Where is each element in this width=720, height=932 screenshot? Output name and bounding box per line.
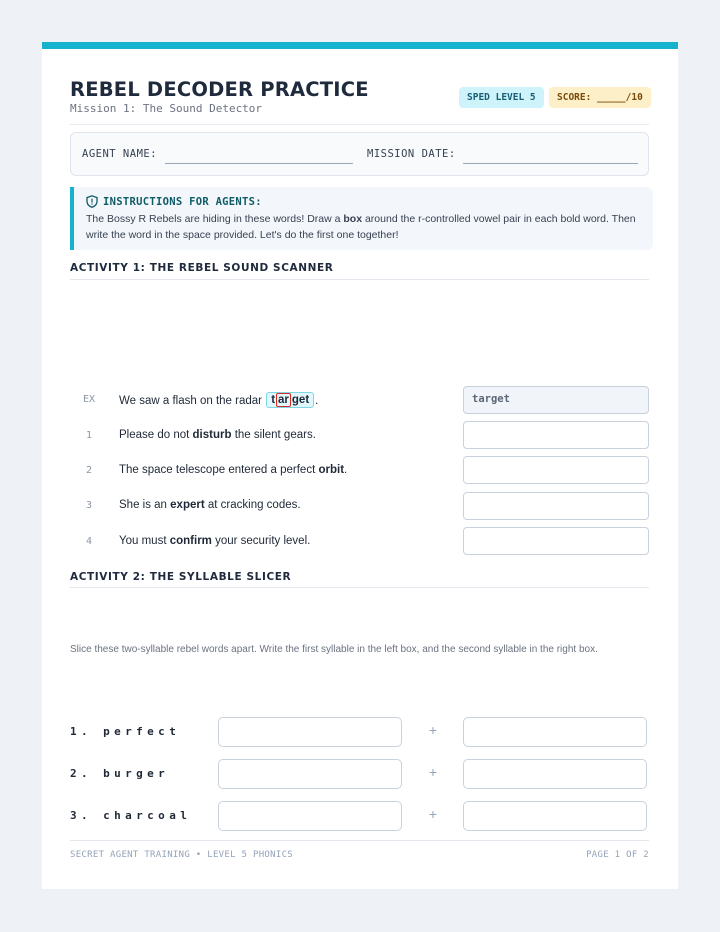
target-word: orbit bbox=[318, 464, 345, 476]
slicer-word: 2. burger bbox=[70, 767, 170, 780]
second-syllable-input[interactable] bbox=[463, 759, 647, 789]
row-sentence: She is an expert at cracking codes. bbox=[119, 499, 301, 511]
activity1-title: ACTIVITY 1: THE REBEL SOUND SCANNER bbox=[70, 262, 334, 274]
row-number: 2 bbox=[85, 465, 93, 476]
example-word: t ar get bbox=[266, 392, 314, 408]
target-word: expert bbox=[170, 499, 205, 511]
header-divider bbox=[70, 124, 649, 125]
plus-sign: + bbox=[428, 764, 438, 780]
agent-name-label: AGENT NAME: bbox=[82, 148, 158, 160]
activity2-title: ACTIVITY 2: THE SYLLABLE SLICER bbox=[70, 571, 292, 583]
first-syllable-input[interactable] bbox=[218, 717, 402, 747]
target-word: disturb bbox=[192, 429, 232, 441]
plus-sign: + bbox=[428, 806, 438, 822]
row-sentence: Please do not disturb the silent gears. bbox=[119, 429, 316, 441]
activity2-instructions: Slice these two-syllable rebel words apart. Write the first syllable in the left box, and the second syllable in the right box. bbox=[70, 644, 598, 655]
accent-bar bbox=[42, 42, 678, 49]
worksheet-page bbox=[42, 42, 678, 889]
shield-alert-icon bbox=[86, 195, 98, 208]
instructions-panel bbox=[70, 187, 653, 250]
mission-date-label: MISSION DATE: bbox=[367, 148, 456, 160]
example-sentence: We saw a flash on the radar t ar get . bbox=[119, 394, 319, 407]
plus-sign: + bbox=[428, 722, 438, 738]
agent-name-field[interactable] bbox=[165, 163, 353, 164]
example-answer-box bbox=[463, 386, 649, 414]
second-syllable-input[interactable] bbox=[463, 801, 647, 831]
page-number: PAGE 1 OF 2 bbox=[586, 850, 649, 860]
example-vowel-box: ar bbox=[278, 394, 289, 406]
example-answer-text: target bbox=[472, 393, 510, 405]
activity1-rule bbox=[70, 279, 649, 280]
instructions-heading-text: INSTRUCTIONS FOR AGENTS: bbox=[103, 196, 262, 208]
row-sentence: You must confirm your security level. bbox=[119, 535, 311, 547]
answer-input[interactable] bbox=[463, 456, 649, 484]
second-syllable-input[interactable] bbox=[463, 717, 647, 747]
example-number: EX bbox=[82, 394, 96, 405]
answer-input[interactable] bbox=[463, 527, 649, 555]
row-sentence: The space telescope entered a perfect orbit. bbox=[119, 464, 348, 476]
first-syllable-input[interactable] bbox=[218, 801, 402, 831]
slicer-word: 3. charcoal bbox=[70, 809, 192, 822]
page-subtitle: Mission 1: The Sound Detector bbox=[70, 102, 263, 115]
footer-label: SECRET AGENT TRAINING • LEVEL 5 PHONICS bbox=[70, 850, 294, 860]
answer-input[interactable] bbox=[463, 421, 649, 449]
activity2-rule bbox=[70, 587, 649, 588]
target-word: confirm bbox=[169, 535, 212, 547]
slicer-word: 1. perfect bbox=[70, 725, 181, 738]
row-number: 3 bbox=[85, 500, 93, 511]
row-number: 4 bbox=[85, 536, 93, 547]
score-badge: SCORE: _____/10 bbox=[549, 87, 651, 108]
first-syllable-input[interactable] bbox=[218, 759, 402, 789]
level-badge: SPED LEVEL 5 bbox=[459, 87, 544, 108]
mission-date-field[interactable] bbox=[463, 163, 638, 164]
answer-input[interactable] bbox=[463, 492, 649, 520]
instructions-text: The Bossy R Rebels are hiding in these words! Draw a box around the r-controlled vowel pair in each bold word. Then write the word in the space provided. Let's do the first one together! bbox=[86, 213, 636, 241]
instructions-heading bbox=[86, 195, 262, 208]
agent-info-box bbox=[70, 132, 649, 176]
row-number: 1 bbox=[85, 430, 93, 441]
page-title: REBEL DECODER PRACTICE bbox=[70, 78, 369, 101]
footer-divider bbox=[70, 840, 649, 841]
